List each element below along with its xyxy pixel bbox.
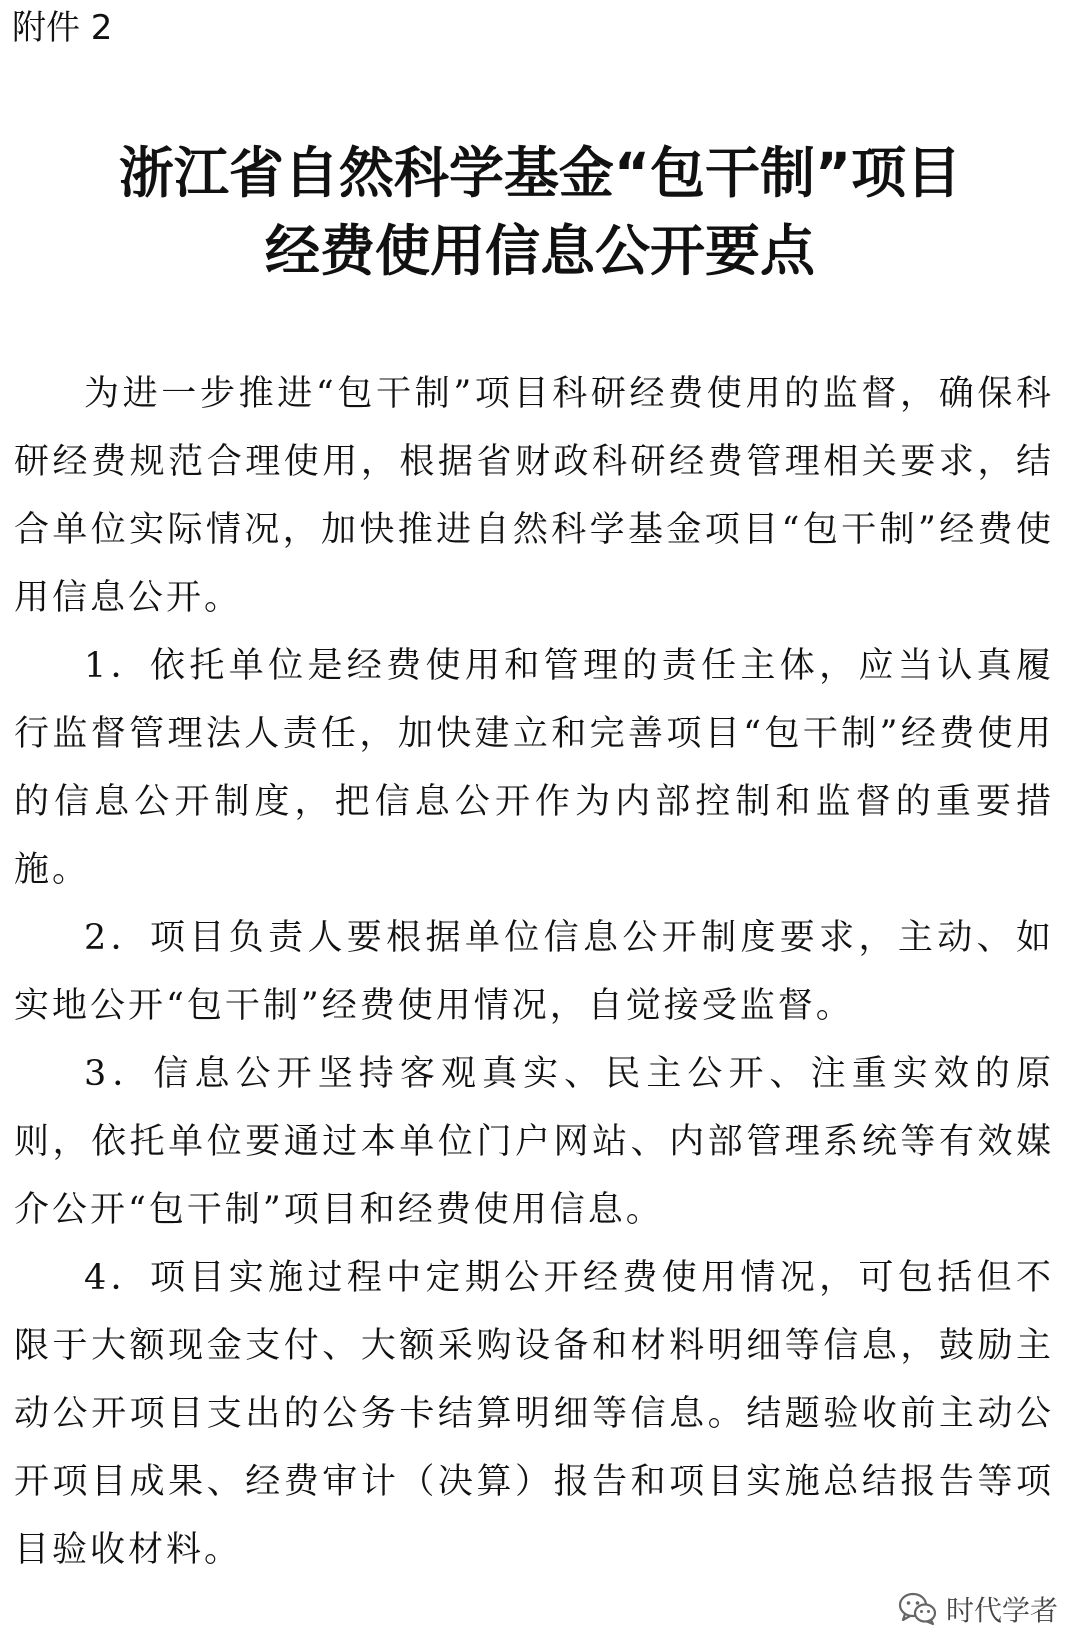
document-title-line-2: 经费使用信息公开要点 (264, 219, 815, 283)
document-body (14, 360, 1054, 1584)
watermark-text: 时代学者 (945, 1594, 1058, 1627)
point-1-paragraph: 1．依托单位是经费使用和管理的责任主体，应当认真履行监督管理法人责任，加快建立和完善项目“包干制”经费使用的信息公开制度，把信息公开作为内部控制和监督的重要措施。 (14, 646, 1054, 890)
point-2-paragraph: 2．项目负责人要根据单位信息公开制度要求，主动、如实地公开“包干制”经费使用情况，自觉接受监督。 (14, 918, 1054, 1026)
wechat-icon (898, 1592, 938, 1626)
point-4-paragraph: 4．项目实施过程中定期公开经费使用情况，可包括但不限于大额现金支付、大额采购设备和材料明细等信息，鼓励主动公开项目支出的公务卡结算明细等信息。结题验收前主动公开项目成果、经费审计（决算）报告和项目实施总结报告等项目验收材料。 (14, 1258, 1054, 1570)
attachment-label: 附件 2 (12, 8, 113, 48)
point-3-paragraph: 3．信息公开坚持客观真实、民主公开、注重实效的原则，依托单位要通过本单位门户网站、内部管理系统等有效媒介公开“包干制”项目和经费使用信息。 (14, 1054, 1054, 1230)
intro-paragraph: 为进一步推进“包干制”项目科研经费使用的监督，确保科研经费规范合理使用，根据省财政科研经费管理相关要求，结合单位实际情况，加快推进自然科学基金项目“包干制”经费使用信息公开。 (14, 374, 1054, 618)
source-watermark (894, 1589, 1062, 1629)
document-title-line-1: 浙江省自然科学基金“包干制”项目 (118, 141, 962, 205)
